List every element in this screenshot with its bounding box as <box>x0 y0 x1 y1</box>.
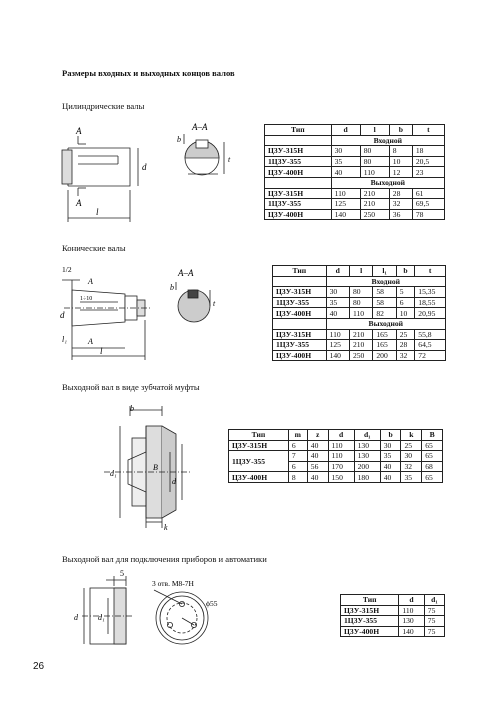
section-title-instrument-shaft: Выходной вал для подключения приборов и автоматики <box>62 554 267 564</box>
col-d: d <box>326 266 349 277</box>
col-type: Тип <box>229 430 289 441</box>
col-l1: l₁ <box>373 266 396 277</box>
table-row: Ц3У-315Н 6 40 110 130 30 25 65 <box>229 440 443 451</box>
label-d: d <box>142 162 147 172</box>
label-d: d <box>172 477 176 486</box>
section-title-gear-coupling: Выходной вал в виде зубчатой муфты <box>62 382 200 392</box>
label-b: b <box>170 283 174 292</box>
section-title-cylindrical: Цилиндрические валы <box>62 101 145 111</box>
table-header-row <box>265 125 445 136</box>
table-row: 6 56 170 200 40 32 68 <box>229 461 443 472</box>
page-number: 26 <box>33 661 45 672</box>
col-l: l <box>349 266 372 277</box>
label-B: B <box>153 463 158 472</box>
label-d: d <box>60 310 65 320</box>
col-l: l <box>360 125 389 136</box>
col-t: t <box>415 266 446 277</box>
table-row: Ц3У-400Н 40 110 12 23 <box>265 167 445 178</box>
label-half: 1/2 <box>62 265 72 274</box>
label-holes: 3 отв. М8-7Н <box>152 579 194 588</box>
label-t: t <box>213 299 216 308</box>
table-instrument-shaft <box>340 594 445 637</box>
table-header-row <box>341 595 445 606</box>
col-d: d <box>328 430 354 441</box>
col-b: b <box>380 430 401 441</box>
label-b: b <box>177 135 181 144</box>
label-phi55: ϕ55 <box>206 599 218 608</box>
label-d1: d₁ <box>110 469 117 478</box>
label-l: l <box>96 207 99 217</box>
col-d1: d₁ <box>354 430 380 441</box>
table-row: 1Ц3У-355 125 210 165 28 64,5 <box>273 340 446 351</box>
label-A-top: А <box>76 126 82 136</box>
table-row: Ц3У-400Н 140 250 200 32 72 <box>273 350 446 361</box>
label-l1: l₁ <box>62 335 68 344</box>
table-row: 1Ц3У-355 7 40 110 130 35 30 65 <box>229 451 443 462</box>
table-row: 1Ц3У-355 130 75 <box>341 616 445 627</box>
table-row: Ц3У-315Н 110 75 <box>341 605 445 616</box>
group-input: Входной <box>331 135 444 146</box>
table-row: Ц3У-315Н 30 80 58 5 15,35 <box>273 287 446 298</box>
col-type: Тип <box>273 266 327 277</box>
col-d: d <box>331 125 360 136</box>
table-header-row <box>229 430 443 441</box>
table-row: Ц3У-400Н 140 75 <box>341 626 445 637</box>
col-type: Тип <box>341 595 399 606</box>
col-d1: d₁ <box>424 595 444 606</box>
label-d: d <box>74 613 78 622</box>
label-A-bottom: А <box>88 337 93 346</box>
label-t: t <box>228 155 231 164</box>
label-cone: 1÷10 <box>80 296 93 302</box>
label-k: k <box>164 523 168 532</box>
col-b: b <box>389 125 412 136</box>
label-b: b <box>130 404 134 413</box>
col-d: d <box>399 595 424 606</box>
cylindrical-shaft-drawing <box>60 118 250 230</box>
label-section-AA: А–А <box>178 268 194 278</box>
label-A-bottom: А <box>76 198 82 208</box>
group-output: Выходной <box>326 318 445 329</box>
label-five: 5 <box>120 569 124 578</box>
table-row: Ц3У-400Н 140 250 36 78 <box>265 209 445 220</box>
col-t: t <box>412 125 444 136</box>
col-type: Тип <box>265 125 332 136</box>
group-output: Выходной <box>331 177 444 188</box>
table-row: Ц3У-400Н 40 110 82 10 20,95 <box>273 308 446 319</box>
table-cylindrical <box>264 124 445 220</box>
col-z: z <box>307 430 328 441</box>
table-row: Ц3У-315Н 110 210 28 61 <box>265 188 445 199</box>
table-row: Ц3У-315Н 30 80 8 18 <box>265 146 445 157</box>
group-input: Входной <box>326 276 445 287</box>
page-heading: Размеры входных и выходных концов валов <box>62 68 235 78</box>
conical-shaft-drawing <box>60 260 260 370</box>
label-l: l <box>100 346 103 356</box>
label-d1: d₁ <box>98 613 105 622</box>
table-conical <box>272 265 446 361</box>
table-row: 1Ц3У-355 125 210 32 69,5 <box>265 199 445 210</box>
col-k: k <box>401 430 422 441</box>
col-b: b <box>396 266 415 277</box>
instrument-shaft-drawing <box>70 568 230 656</box>
label-section-AA: А–А <box>192 122 208 132</box>
label-A-top: А <box>88 277 93 286</box>
table-row: 1Ц3У-355 35 80 10 20,5 <box>265 156 445 167</box>
table-row: Ц3У-400Н 8 40 150 180 40 35 65 <box>229 472 443 483</box>
table-gear-coupling <box>228 429 443 483</box>
col-B: B <box>422 430 443 441</box>
col-m: m <box>288 430 307 441</box>
gear-coupling-drawing <box>90 404 200 534</box>
table-header-row <box>273 266 446 277</box>
table-row: 1Ц3У-355 35 80 58 6 18,55 <box>273 297 446 308</box>
section-title-conical: Конические валы <box>62 243 126 253</box>
table-row: Ц3У-315Н 110 210 165 25 55,8 <box>273 329 446 340</box>
